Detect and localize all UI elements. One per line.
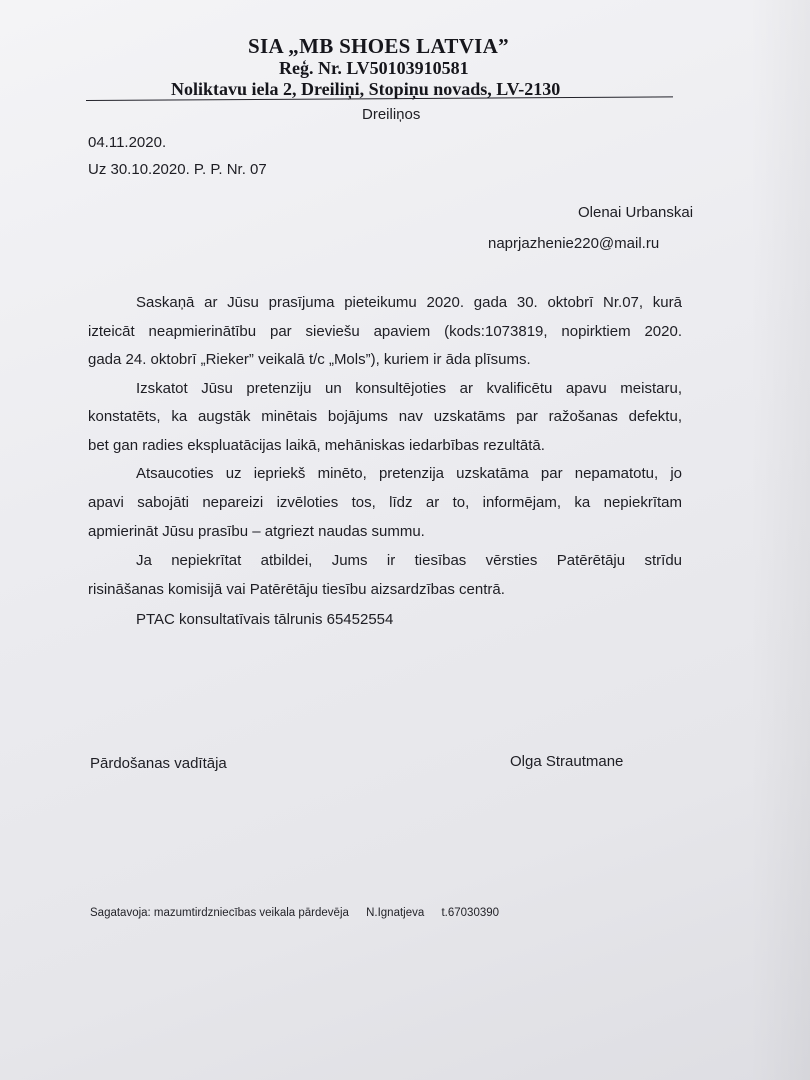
body-line: konstatēts, ka augstāk minētais bojājums nav uzskatāms par ražošanas defektu, [88,408,682,425]
body-line: izteicāt neapmierinātību par sieviešu apaviem (kods:1073819, nopirktiem 2020. [88,322,682,340]
recipient-name: Olenai Urbanskai [578,204,694,221]
body-line: risināšanas komisijā vai Patērētāju tiesību aizsardzības centrā. [88,580,505,598]
ptac-phone-line: PTAC konsultatīvais tālrunis 65452554 [136,611,394,628]
company-address: Noliktavu iela 2, Dreiliņi, Stopiņu novads, LV-2130 [171,79,561,99]
prepared-by-phone: t.67030390 [441,907,500,919]
registration-number: Reģ. Nr. LV50103910581 [279,58,469,78]
prepared-by-line [90,907,513,919]
prepared-by-name: N.Ignatjeva [366,907,425,919]
recipient-email: naprjazhenie220@mail.ru [488,235,660,252]
body-line: apavi sabojāti nepareizi izvēloties tos, līdz ar to, informējam, ka nepiekrītam [88,494,682,511]
body-paragraph-1 [88,289,682,403]
body-paragraph-3 [88,489,682,546]
prepared-by-label: Sagatavoja: mazumtirdzniecības veikala pārdevēja [90,907,349,919]
company-name: SIA „MB SHOES LATVIA” [248,34,509,58]
body-line: Atsaucoties uz iepriekš minēto, pretenzija uzskatāma par nepamatotu, jo [136,465,682,482]
letter-date: 04.11.2020. [88,134,167,151]
letter-reference: Uz 30.10.2020. P. P. Nr. 07 [88,161,267,178]
body-paragraph-4 [88,547,682,604]
body-line: Ja nepiekrītat atbildei, Jums ir tiesības vērsties Patērētāju strīdu [136,552,682,569]
signatory-position: Pārdošanas vadītāja [90,755,227,772]
body-line: bet gan radies ekspluatācijas laikā, mehāniskas iedarbības rezultātā. [88,436,545,454]
body-line: gada 24. oktobrī „Rieker” veikalā t/c „Mols”), kuriem ir āda plīsums. [88,351,531,368]
page-shadow [750,0,810,1080]
body-line: apmierināt Jūsu prasību – atgriezt naudas summu. [88,522,425,540]
body-line: Izskatot Jūsu pretenziju un konsultējoties ar kvalificētu apavu meistaru, [136,379,682,397]
place-of-issue: Dreiliņos [362,106,421,123]
body-paragraph-2 [88,403,682,489]
body-line: Saskaņā ar Jūsu prasījuma pieteikumu 2020. gada 30. oktobrī Nr.07, kurā [136,294,682,311]
signatory-name: Olga Strautmane [510,753,624,770]
